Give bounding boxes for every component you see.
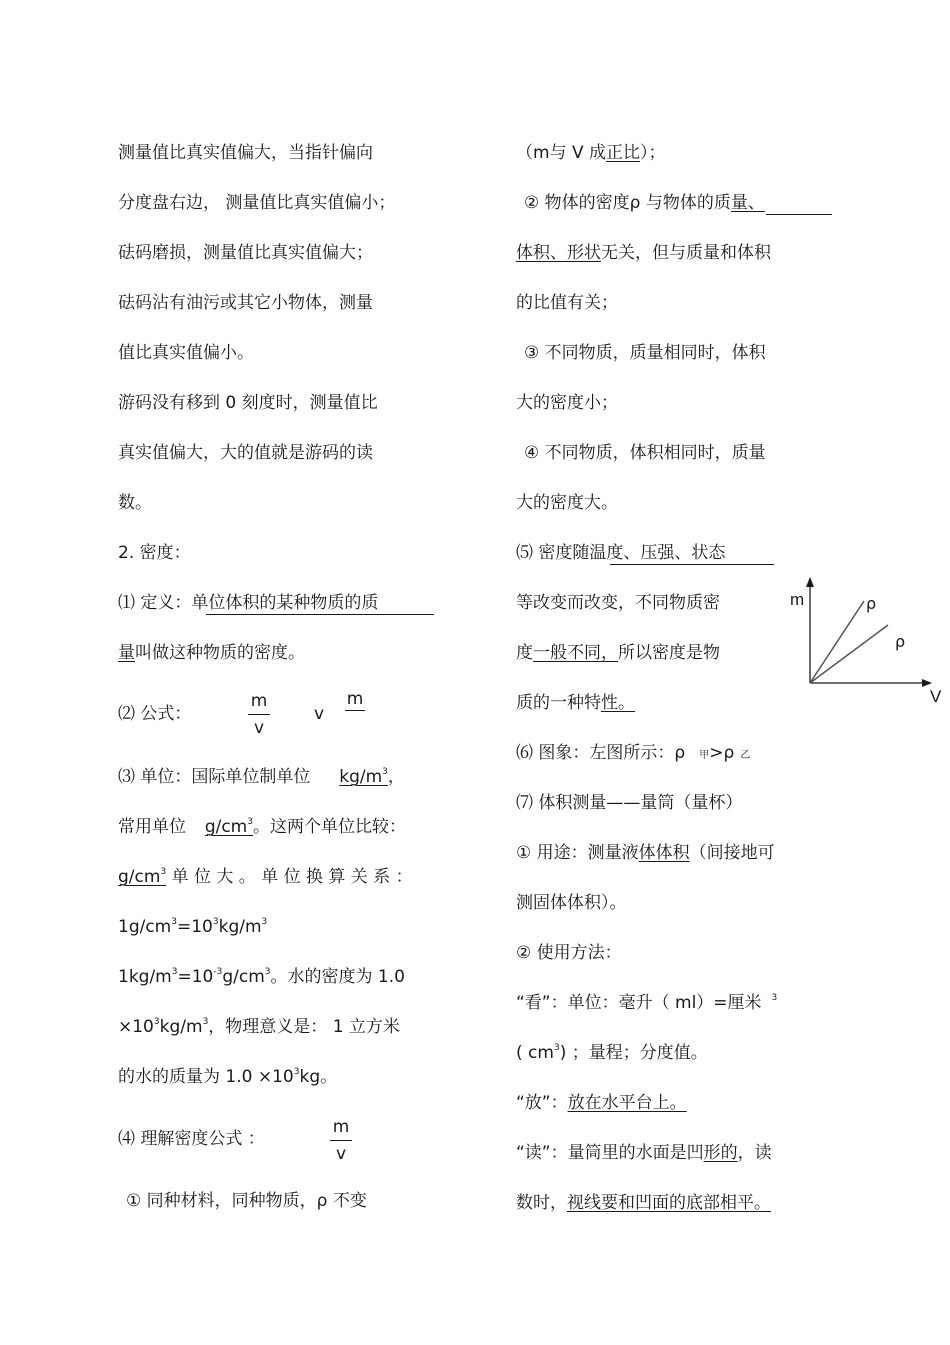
rho-line-2 <box>810 625 888 683</box>
unit-common <box>205 817 253 837</box>
r9-underline <box>610 564 774 565</box>
understand-label: ⑷ 理解密度公式 ： <box>118 1129 265 1149</box>
r2-a: ② 物体的密度ρ 与物体的质 <box>524 193 731 213</box>
big-unit-line <box>118 865 413 889</box>
conversion-2 <box>118 965 405 989</box>
conv1-b: =10 <box>176 917 213 937</box>
definition-rest: 叫做这种物质的密度。 <box>135 643 305 663</box>
r2-underlined: 量、 <box>730 193 765 213</box>
definition-underlined-1: 单位体积的某种物质的质 <box>191 593 379 613</box>
unit-line <box>118 765 405 789</box>
right-line-10: 等改变而改变，不同物质密 <box>516 593 720 613</box>
conv1-a: 1g/cm <box>118 917 172 937</box>
definition-underline <box>206 614 434 615</box>
r21-a: “读”：量筒里的水面是凹 <box>516 1143 704 1163</box>
r19-sup: 3 <box>553 1043 560 1053</box>
left-line-3: 砝码磨损，测量值比真实值偏大； <box>118 243 373 263</box>
left-line-6: 游码没有移到 0 刻度时，测量值比 <box>118 393 378 413</box>
unit-si-text: kg/m <box>339 767 383 787</box>
common-label: 常用单位 <box>118 817 186 837</box>
conversion-1 <box>118 915 267 939</box>
water-density-1 <box>118 1015 400 1039</box>
r12-a: 质的一种特 <box>516 693 601 713</box>
conv2-c-sup: 3 <box>264 967 271 977</box>
right-line-5: ③ 不同物质，质量相同时，体积 <box>524 343 766 363</box>
graph-line1-label: ρ <box>866 594 877 613</box>
conv2-b: =10 <box>177 967 214 987</box>
graph-x-label: V <box>930 687 942 706</box>
right-line-16: 测固体体积）。 <box>516 893 627 913</box>
conv2-a-sup: 3 <box>171 967 178 977</box>
r18-a: “看”：单位：毫升（ ml）=厘米 <box>516 993 762 1013</box>
r15-a: ① 用途：测量液 <box>516 843 639 863</box>
formula-numerator: m <box>250 691 268 711</box>
right-line-12 <box>516 691 635 715</box>
r21-underlined: 形的 <box>703 1143 738 1163</box>
big-unit-sup: 3 <box>160 867 167 877</box>
unit-common-sup: 3 <box>247 817 253 827</box>
left-line-4: 砝码沾有油污或其它小物体，测量 <box>118 293 373 313</box>
definition-line-1 <box>118 591 378 615</box>
formula-label: ⑵ 公式： <box>118 704 192 724</box>
water1-a: ×10 <box>118 1017 154 1037</box>
water1-b: kg/m <box>159 1017 203 1037</box>
r12-underlined: 性。 <box>601 693 635 713</box>
conv1-a-sup: 3 <box>171 917 177 927</box>
understand-fraction <box>330 1116 352 1165</box>
x-axis-arrow <box>922 679 932 687</box>
left-line-8: 数。 <box>118 493 152 513</box>
water2-a-sup: 3 <box>293 1067 300 1077</box>
water2-a: 的水的质量为 1.0 ×10 <box>118 1067 294 1087</box>
conv2-c: g/cm <box>222 967 265 987</box>
conv1-c: kg/m <box>218 917 262 937</box>
r11-underlined: 一般不同， <box>533 643 618 663</box>
understand-denominator: v <box>335 1144 347 1164</box>
water2-b: kg。 <box>299 1067 338 1087</box>
r13-sub1: 甲 <box>699 750 710 761</box>
r3-b: 无关，但与质量和体积 <box>601 243 771 263</box>
water1-b-sup: 3 <box>202 1017 209 1027</box>
left-line-2: 分度盘右边， 测量值比真实值偏小； <box>118 193 396 213</box>
conv2-d: 。水的密度为 1.0 <box>270 967 405 987</box>
r2-underline <box>766 214 832 215</box>
formula-m2 <box>345 688 365 713</box>
density-heading: 2. 密度： <box>118 543 191 563</box>
r21-b: ，读 <box>737 1143 772 1163</box>
right-line-4: 的比值有关； <box>516 293 618 313</box>
r20-a: “放”： <box>516 1093 568 1113</box>
unit-common-text: g/cm <box>204 817 248 837</box>
left-line-7: 真实值偏大，大的值就是游码的读 <box>118 443 373 463</box>
r13-a: ⑹ 图象：左图所示：ρ <box>516 743 686 763</box>
r18-sup: 3 <box>771 993 778 1003</box>
unit-si-sup: 3 <box>382 767 388 777</box>
water1-c: ，物理意义是： 1 立方米 <box>208 1017 400 1037</box>
left-line-5: 值比真实值偏小。 <box>118 343 254 363</box>
right-line-1 <box>516 141 666 165</box>
right-line-3 <box>516 241 771 265</box>
r20-underlined: 放在水平台上。 <box>567 1093 687 1113</box>
r22-a: 数时， <box>516 1193 567 1213</box>
formula-denominator: v <box>253 718 265 738</box>
r11-a: 度 <box>516 643 533 663</box>
big-unit <box>118 867 166 887</box>
definition-prefix: ⑴ 定义： <box>118 593 192 613</box>
right-line-7: ④ 不同物质，体积相同时，质量 <box>524 443 766 463</box>
right-line-18 <box>516 991 777 1015</box>
right-line-8: 大的密度大。 <box>516 493 618 513</box>
big-unit-text-rest: 单 位 大 。 单 位 换 算 关 系 ： <box>166 867 413 887</box>
r1-b: ）； <box>640 143 666 163</box>
r15-underlined: 体体积 <box>638 843 690 863</box>
unit-comma: ， <box>387 767 405 787</box>
r19-a: ( cm <box>516 1043 554 1063</box>
rho-line-1 <box>810 601 864 683</box>
big-unit-text: g/cm <box>118 867 161 887</box>
r11-b: 所以密度是物 <box>618 643 720 663</box>
r22-underlined: 视线要和凹面的底部相平。 <box>567 1193 771 1213</box>
r15-b: （间接地可 <box>689 843 775 863</box>
unit-label: ⑶ 单位：国际单位制单位 <box>118 767 311 787</box>
left-line-1: 测量值比真实值偏大，当指针偏向 <box>118 143 373 163</box>
formula-fraction <box>248 690 270 739</box>
definition-underlined-2: 量 <box>118 643 135 663</box>
right-line-6: 大的密度小； <box>516 393 618 413</box>
understand-numerator: m <box>332 1117 350 1137</box>
right-line-11 <box>516 641 720 665</box>
r1-underlined: 正比 <box>606 143 640 163</box>
compare-text: 。这两个单位比较： <box>252 817 406 837</box>
right-line-13 <box>516 741 750 765</box>
conv2-b-sup: -3 <box>213 967 223 977</box>
right-line-17: ② 使用方法： <box>516 943 622 963</box>
r19-b: ) ；量程；分度值。 <box>559 1043 708 1063</box>
r1-a: （m与 V 成 <box>516 143 606 163</box>
r3-underlined: 体积、形状 <box>516 243 601 263</box>
right-line-2 <box>524 191 765 215</box>
definition-line-2 <box>118 641 305 665</box>
r9-underlined: 温度、压强、状态 <box>589 543 726 563</box>
right-line-14: ⑺ 体积测量——量筒（量杯） <box>516 793 743 813</box>
right-line-22 <box>516 1191 771 1215</box>
r9-a: ⑸ 密度随 <box>516 543 590 563</box>
same-material-line: ① 同种材料，同种物质，ρ 不变 <box>126 1191 367 1211</box>
right-line-21 <box>516 1141 772 1165</box>
density-graph <box>790 575 946 706</box>
r13-sub2: 乙 <box>740 750 751 761</box>
right-line-15 <box>516 841 775 865</box>
formula-m2-text: m <box>346 689 364 709</box>
formula-v: v <box>314 704 325 724</box>
conv2-a: 1kg/m <box>118 967 172 987</box>
water1-a-sup: 3 <box>153 1017 160 1027</box>
water-density-2 <box>118 1065 337 1089</box>
common-unit-line <box>118 815 406 839</box>
right-line-9 <box>516 541 725 565</box>
graph-line2-label: ρ <box>895 632 906 651</box>
conv1-b-sup: 3 <box>212 917 219 927</box>
unit-si <box>339 767 388 787</box>
graph-y-label: m <box>790 590 805 609</box>
right-line-20 <box>516 1091 687 1115</box>
right-line-19 <box>516 1041 708 1065</box>
r13-b: >ρ <box>709 743 735 763</box>
y-axis-arrow <box>806 577 814 587</box>
conv1-c-sup: 3 <box>261 917 268 927</box>
